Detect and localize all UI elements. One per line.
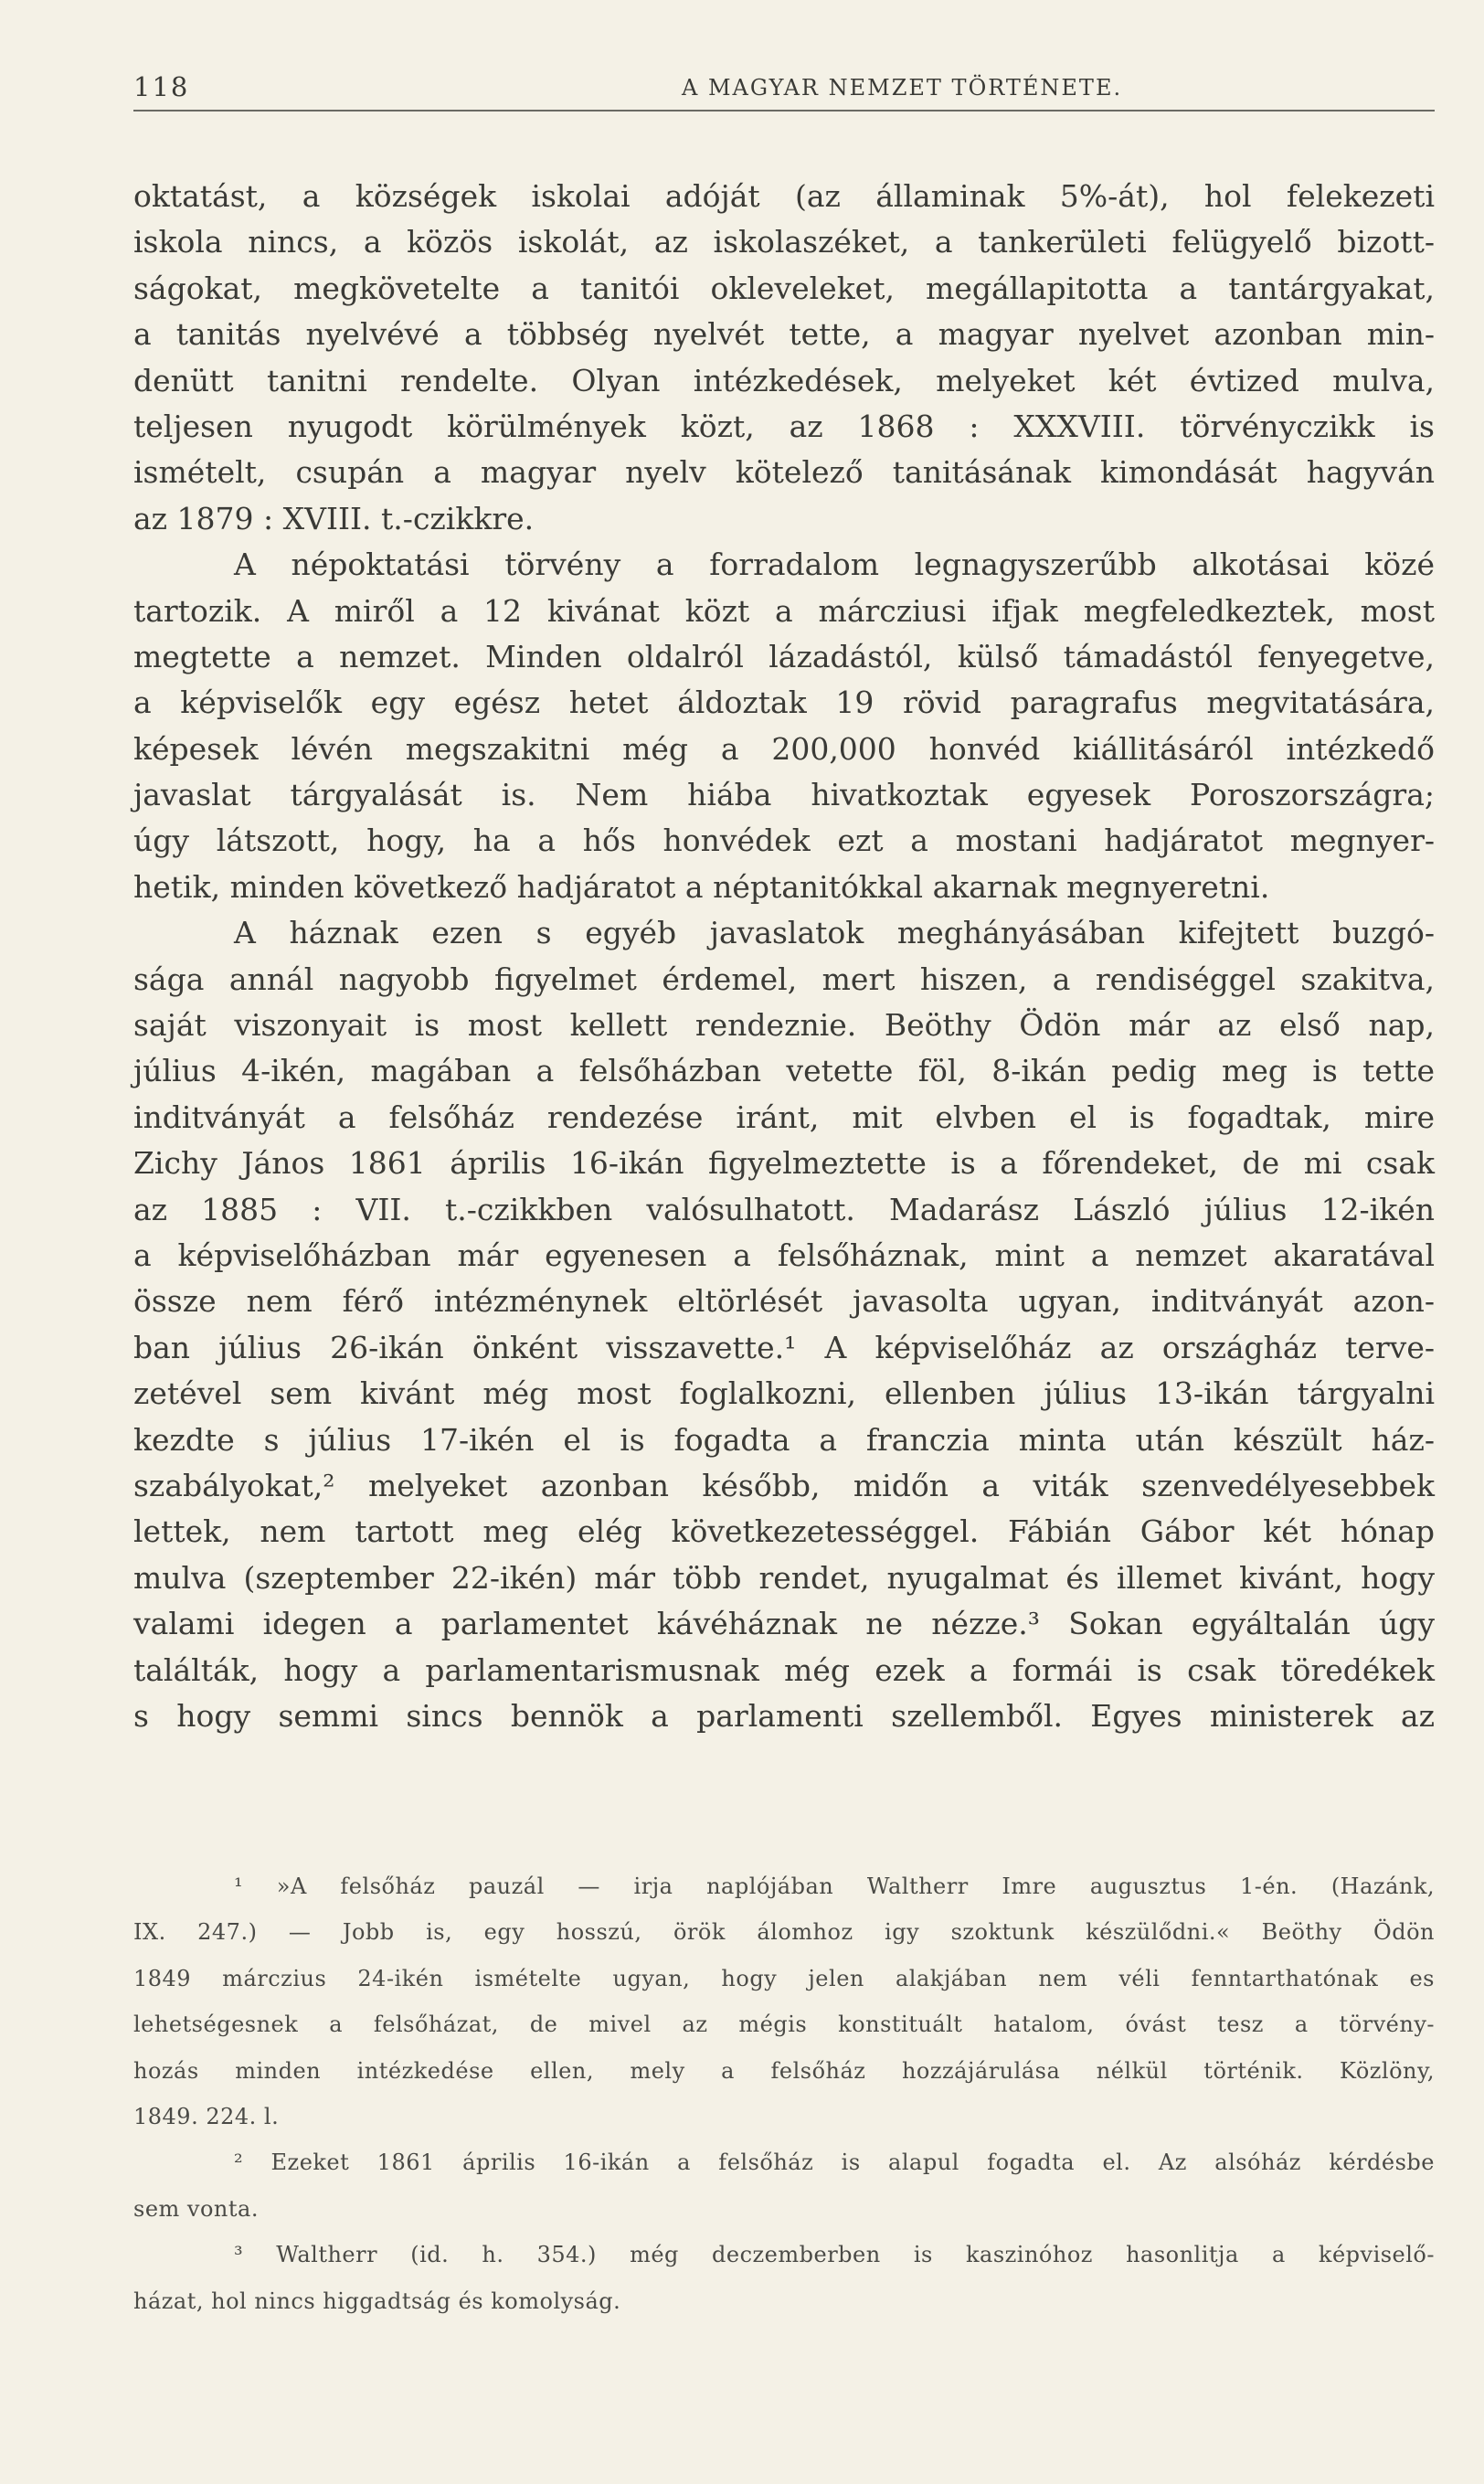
body-line: találták, hogy a parlamentarismusnak még ezek a formái is csak töredékek: [133, 1651, 1435, 1688]
paragraph-start-line: A háznak ezen s egyéb javaslatok meghányásában kifejtett buzgó-: [234, 915, 1435, 951]
footnote-3-line: ³ Waltherr (id. h. 354.) még deczemberben is kaszinóhoz hasonlitja a képviselő-: [234, 2242, 1435, 2268]
footnote-2-line: ² Ezeket 1861 április 16-ikán a felsőház is alapul fogadta el. Az alsóház kérdésbe: [234, 2150, 1435, 2176]
page-header: [133, 60, 1435, 111]
footnote-line: sem vonta.: [133, 2195, 259, 2222]
body-line: hetik, minden következő hadjáratot a néptanitókkal akarnak megnyeretni.: [133, 868, 1270, 905]
body-line: sága annál nagyobb figyelmet érdemel, mert hiszen, a rendiséggel szakitva,: [133, 961, 1435, 997]
body-line: úgy látszott, hogy, ha a hős honvédek ezt a mostani hadjáratot megnyer-: [133, 823, 1435, 859]
footnote-line: lehetségesnek a felsőházat, de mivel az mégis konstituált hatalom, óvást tesz a törvény-: [133, 2012, 1435, 2038]
body-line: ban július 26-ikán önként visszavette.¹ A képviselőház az országház terve-: [133, 1329, 1435, 1365]
body-text: [133, 174, 1435, 1739]
body-line: az 1885 : VII. t.-czikkben valósulhatott. Madarász László július 12-ikén: [133, 1191, 1435, 1227]
body-line: kezdte s július 17-ikén el is fogadta a franczia minta után készült ház-: [133, 1421, 1435, 1458]
footnote-line: házat, hol nincs higgadtság és komolyság.: [133, 2288, 621, 2314]
body-line: lettek, nem tartott meg elég következetességgel. Fábián Gábor két hónap: [133, 1513, 1435, 1550]
body-line: tartozik. A miről a 12 kivánat közt a márcziusi ifjak megfeledkeztek, most: [133, 592, 1435, 629]
body-line: mulva (szeptember 22-ikén) már több rendet, nyugalmat és illemet kivánt, hogy: [133, 1559, 1435, 1596]
body-line: saját viszonyait is most kellett rendeznie. Beöthy Ödön már az első nap,: [133, 1007, 1435, 1044]
footnote-line: IX. 247.) — Jobb is, egy hosszú, örök álomhoz igy szoktunk készülődni.« Beöthy Ödön: [133, 1919, 1435, 1946]
body-line: zetével sem kivánt még most foglalkozni, ellenben július 13-ikán tárgyalni: [133, 1375, 1435, 1412]
body-line: képesek lévén megszakitni még a 200,000 honvéd kiállitásáról intézkedő: [133, 730, 1435, 767]
body-line: inditványát a felsőház rendezése iránt, mit elvben el is fogadtak, mire: [133, 1099, 1435, 1135]
body-line: ismételt, csupán a magyar nyelv kötelező tanitásának kimondását hagyván: [133, 454, 1435, 491]
body-line: iskola nincs, a közös iskolát, az iskolaszéket, a tankerületi felügyelő bizott-: [133, 224, 1435, 260]
body-line: valami idegen a parlamentet kávéháznak ne nézze.³ Sokan egyáltalán úgy: [133, 1606, 1435, 1642]
body-line: a tanitás nyelvévé a többség nyelvét tette, a magyar nyelvet azonban min-: [133, 316, 1435, 353]
body-line: teljesen nyugodt körülmények közt, az 1868 : XXXVIII. törvényczikk is: [133, 408, 1435, 444]
body-line: oktatást, a községek iskolai adóját (az államinak 5%-át), hol felekezeti: [133, 178, 1435, 214]
body-line: Zichy János 1861 április 16-ikán figyelmeztette is a főrendeket, de mi csak: [133, 1145, 1435, 1182]
footnotes: [133, 1869, 1435, 2330]
body-line: s hogy semmi sincs bennök a parlamenti szellemből. Egyes ministerek az: [133, 1697, 1435, 1734]
body-line: javaslat tárgyalását is. Nem hiába hivatkoztak egyesek Poroszországra;: [133, 777, 1435, 813]
footnote-1-line: ¹ »A felsőház pauzál — irja naplójában Waltherr Imre augusztus 1-én. (Hazánk,: [234, 1874, 1435, 1899]
body-line: a képviselők egy egész hetet áldoztak 19 rövid paragrafus megvitatására,: [133, 685, 1435, 721]
footnote-line: hozás minden intézkedése ellen, mely a felsőház hozzájárulása nélkül történik. Közlöny,: [133, 2057, 1435, 2084]
running-title: A MAGYAR NEMZET TÖRTÉNETE.: [682, 75, 1123, 101]
body-line: össze nem férő intézménynek eltörlését javasolta ugyan, inditványát azon-: [133, 1283, 1435, 1320]
paragraph-start-line: A népoktatási törvény a forradalom legnagyszerűbb alkotásai közé: [234, 547, 1435, 583]
body-line: szabályokat,² melyeket azonban később, midőn a viták szenvedélyesebbek: [133, 1467, 1435, 1503]
footnote-line: 1849. 224. l.: [133, 2103, 280, 2129]
body-line: a képviselőházban már egyenesen a felsőháznak, mint a nemzet akaratával: [133, 1237, 1435, 1273]
footnote-line: 1849 márczius 24-ikén ismételte ugyan, hogy jelen alakjában nem véli fenntarthatónak es: [133, 1965, 1435, 1991]
body-line: megtette a nemzet. Minden oldalról lázadástól, külső támadástól fenyegetve,: [133, 638, 1435, 674]
page-number: 118: [133, 71, 190, 102]
body-line: denütt tanitni rendelte. Olyan intézkedések, melyeket két évtized mulva,: [133, 362, 1435, 398]
body-line: július 4-ikén, magában a felsőházban vetette föl, 8-ikán pedig meg is tette: [133, 1053, 1435, 1089]
body-line: az 1879 : XVIII. t.-czikkre.: [133, 500, 535, 536]
body-line: ságokat, megkövetelte a tanitói okleveleket, megállapitotta a tantárgyakat,: [133, 270, 1435, 306]
